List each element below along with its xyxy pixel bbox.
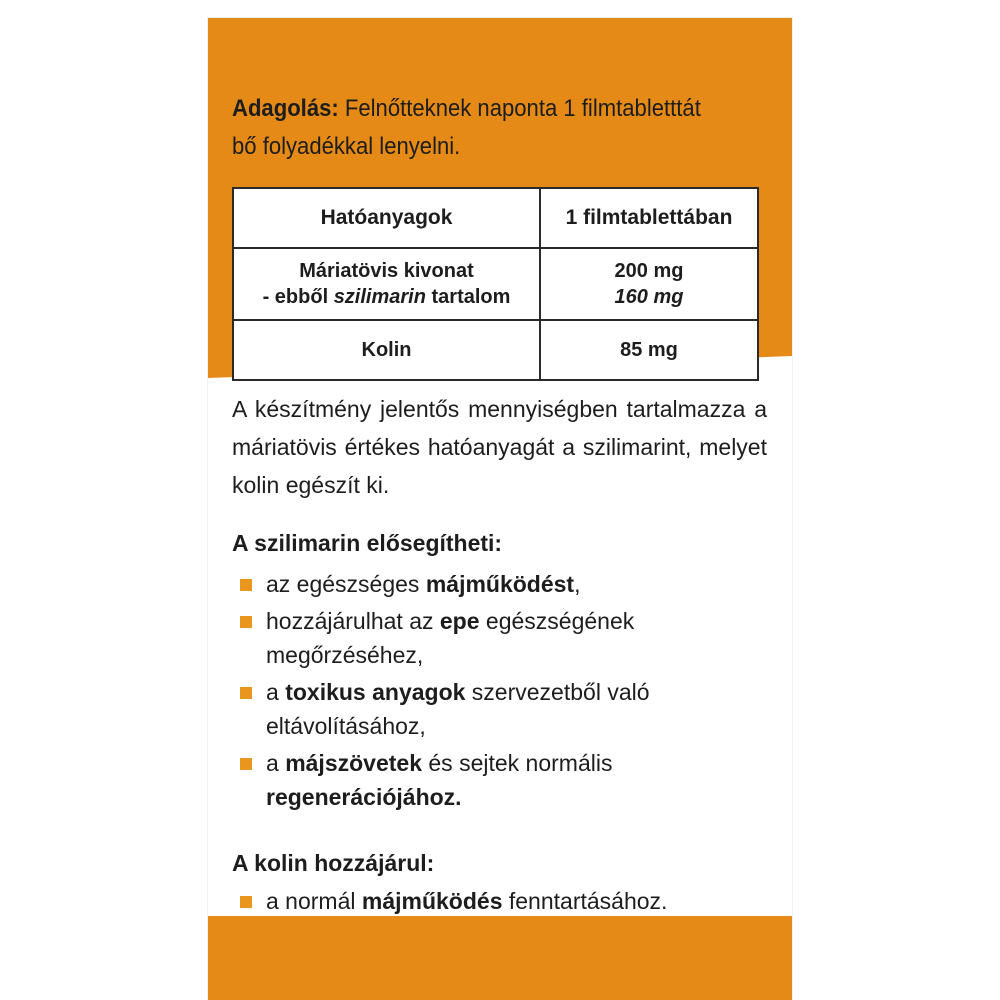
list-item [232, 675, 772, 743]
amount-value: 85 mg [620, 339, 678, 361]
table-row [233, 248, 758, 320]
item-bold-text: toxikus anyagok [285, 679, 466, 705]
ingredient-name: Máriatövis kivonat [299, 260, 474, 282]
amount-cell [540, 320, 758, 380]
item-bold-text: májműködés [361, 888, 503, 914]
bullet-square-icon [240, 687, 252, 699]
choline-benefits-list [232, 884, 772, 921]
dosage-text [232, 90, 729, 166]
sub-amount-italic: 160 mg [614, 286, 684, 308]
table-row [233, 320, 758, 380]
header-per-tablet: 1 filmtablettában [540, 188, 758, 248]
bullet-square-icon [240, 579, 252, 591]
package-panel [208, 18, 792, 1000]
item-bold-text: májműködést [425, 571, 575, 597]
list-item [232, 567, 772, 601]
description-paragraph: A készítmény jelentős mennyiségben tartalmazza a máriatövis értékes hatóanyagát a szilimarint, melyet kolin egészít ki. [232, 396, 767, 498]
table-header-row [233, 188, 758, 248]
sub-amount-value [541, 284, 757, 310]
ingredient-cell [233, 248, 540, 320]
ingredient-cell [233, 320, 540, 380]
silymarin-benefits-list [232, 567, 772, 817]
item-bold-text: májszövetek [285, 750, 422, 776]
ingredient-sub-name [234, 284, 539, 310]
list-item [232, 746, 772, 814]
item-bold-text: regenerációjához. [266, 784, 462, 810]
silymarin-heading: A szilimarin elősegítheti: [232, 530, 503, 556]
panel-content [208, 18, 792, 1000]
item-text: , [574, 571, 581, 597]
item-text: fenntartásához. [502, 888, 668, 914]
ingredients-table [232, 187, 759, 381]
choline-heading: A kolin hozzájárul: [232, 850, 435, 876]
item-bold-text: epe [439, 608, 480, 634]
list-item [232, 604, 772, 672]
amount-cell [540, 248, 758, 320]
item-text: a [266, 750, 286, 776]
item-text: az egészséges [266, 571, 426, 597]
item-text: és sejtek normális [422, 750, 613, 776]
dosage-instructions: Felnőtteknek naponta 1 filmtabletttát bő folyadékkal lenyelni. [232, 95, 701, 160]
item-text: hozzájárulhat az [266, 608, 440, 634]
sub-italic: szilimarin [333, 286, 426, 308]
bullet-square-icon [240, 758, 252, 770]
item-text: a normál [266, 888, 362, 914]
list-item [232, 884, 772, 918]
item-text: egészségének megőrzéséhez, [266, 608, 635, 668]
ingredient-name: Kolin [361, 339, 412, 361]
bullet-square-icon [240, 616, 252, 628]
item-text: szervezetből való eltávolításához, [266, 679, 650, 739]
item-text: a [266, 679, 286, 705]
sub-suffix: tartalom [425, 286, 511, 308]
dosage-label: Adagolás: [232, 95, 339, 122]
bullet-square-icon [240, 896, 252, 908]
amount-value: 200 mg [614, 260, 684, 282]
sub-prefix: - ebből [262, 286, 334, 308]
header-ingredients: Hatóanyagok [233, 188, 540, 248]
